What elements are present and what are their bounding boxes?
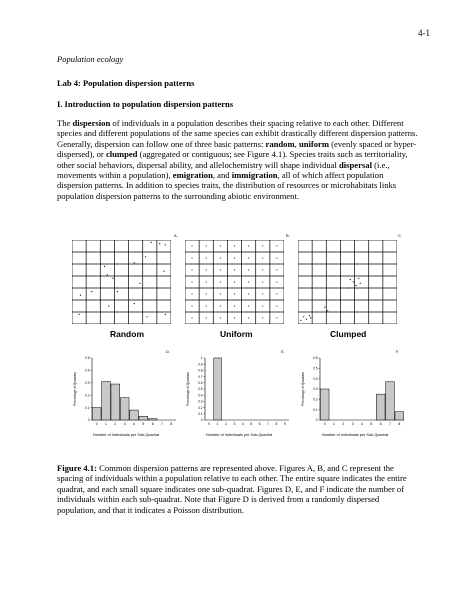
individual-dot <box>108 305 109 306</box>
page-number: 4-1 <box>418 28 430 38</box>
y-tick-label: 0.8 <box>198 368 203 373</box>
x-tick-label: 2 <box>114 422 117 426</box>
individual-dot <box>107 274 108 275</box>
individual-dot <box>248 245 249 246</box>
histogram-bar <box>320 389 329 420</box>
y-tick-label: 0.3 <box>198 399 203 404</box>
x-tick-label: 1 <box>216 422 219 426</box>
y-tick-label: 0.1 <box>85 405 90 410</box>
individual-dot <box>303 316 304 317</box>
section-title: I. Introduction to population dispersion patterns <box>57 99 234 109</box>
histogram-bar <box>139 416 148 420</box>
individual-dot <box>234 281 235 282</box>
individual-dot <box>220 305 221 306</box>
individual-dot <box>192 257 193 258</box>
x-tick-label: 9 <box>283 422 286 426</box>
bold-term: Figure 4.1: <box>57 463 97 473</box>
x-tick-label: 3 <box>123 422 126 426</box>
y-tick-label: 0.7 <box>198 374 203 379</box>
intro-paragraph <box>57 118 419 201</box>
individual-dot <box>220 281 221 282</box>
x-tick-label: 5 <box>250 422 253 426</box>
histogram-bar <box>148 419 157 420</box>
individual-dot <box>192 269 193 270</box>
clumped-grid <box>298 240 397 324</box>
x-tick-label: 8 <box>398 422 401 426</box>
y-tick-label: 0.4 <box>313 376 318 381</box>
y-tick-label: 0.4 <box>198 393 203 398</box>
text-run: Common dispersion patterns are represented above. Figures A, B, and C represent the spacing of individuals within a population relative to each other. The entire square indicates the entire quadrat, and each small square indicates one sub-quadrat. Figures D, E, and F indicate the number of individuals within each sub-quadrat. Note that Figure D is derived from a randomly dispersed population, and that it indicates a Poisson distribution. <box>57 463 407 515</box>
histogram-clumped <box>300 354 410 432</box>
y-axis-label: Percentage of Quadrats <box>301 372 305 406</box>
clumped-label: Clumped <box>330 329 367 339</box>
grid-letter-b: B. <box>286 233 290 238</box>
individual-dot <box>306 319 307 320</box>
histogram-bar <box>111 384 120 420</box>
x-tick-label: 0 <box>323 422 326 426</box>
individual-dot <box>234 317 235 318</box>
individual-dot <box>78 314 79 315</box>
individual-dot <box>192 305 193 306</box>
individual-dot <box>262 317 263 318</box>
individual-dot <box>248 257 249 258</box>
quadrat-svg <box>72 240 171 324</box>
y-tick-label: 0 <box>87 418 90 423</box>
random-label: Random <box>110 329 144 339</box>
grid-letter-c: C. <box>398 233 402 238</box>
histogram-bar <box>214 358 222 420</box>
y-tick-label: 0.9 <box>198 362 203 367</box>
individual-dot <box>262 245 263 246</box>
x-tick-label: 6 <box>151 422 154 426</box>
chart-letter-d: D. <box>166 349 170 354</box>
text-run: (evenly spaced or hyper-dispersed), or <box>57 138 417 160</box>
x-tick-label: 2 <box>342 422 345 426</box>
individual-dot <box>262 293 263 294</box>
individual-dot <box>220 245 221 246</box>
y-tick-label: 0.3 <box>85 381 90 385</box>
individual-dot <box>163 271 164 272</box>
individual-dot <box>192 281 193 282</box>
histogram-bar <box>376 394 385 420</box>
x-tick-label: 0 <box>95 422 98 426</box>
individual-dot <box>358 278 359 279</box>
y-tick-label: 0.1 <box>313 407 318 412</box>
individual-dot <box>234 245 235 246</box>
y-tick-label: 1 <box>200 356 203 361</box>
individual-dot <box>220 293 221 294</box>
individual-dot <box>262 269 263 270</box>
y-tick-label: 0.6 <box>198 381 203 385</box>
text-run: , <box>294 138 299 149</box>
individual-dot <box>234 257 235 258</box>
individual-dot <box>309 315 310 316</box>
individual-dot <box>134 262 135 263</box>
individual-dot <box>192 245 193 246</box>
individual-dot <box>192 293 193 294</box>
individual-dot <box>350 279 351 280</box>
text-run: The <box>57 118 73 128</box>
individual-dot <box>262 257 263 258</box>
x-axis-label-f: Number of Individuals per Sub-Quadrat <box>322 433 389 437</box>
individual-dot <box>104 266 105 267</box>
individual-dot <box>117 291 118 292</box>
x-tick-label: 6 <box>379 422 382 426</box>
y-tick-label: 0.5 <box>85 356 90 361</box>
individual-dot <box>310 317 311 318</box>
individual-dot <box>276 281 277 282</box>
individual-dot <box>248 269 249 270</box>
individual-dot <box>151 242 152 243</box>
individual-dot <box>206 245 207 246</box>
quadrat-svg <box>298 240 397 324</box>
bold-term: emigration <box>172 170 213 181</box>
individual-dot <box>276 245 277 246</box>
individual-dot <box>360 283 361 284</box>
bold-term: random <box>265 138 295 149</box>
individual-dot <box>206 269 207 270</box>
individual-dot <box>206 305 207 306</box>
y-tick-label: 0.3 <box>313 387 318 392</box>
text-run: (i.e., movements within a population), <box>57 159 390 181</box>
quadrat-svg <box>185 240 284 324</box>
figure-caption <box>57 463 419 515</box>
x-tick-label: 7 <box>389 422 391 426</box>
chart-letter-f: F. <box>396 349 400 354</box>
grid-letter-a: A. <box>174 233 178 238</box>
y-tick-label: 0.5 <box>198 387 203 392</box>
x-tick-label: 4 <box>133 422 135 426</box>
individual-dot <box>165 244 166 245</box>
x-tick-label: 3 <box>233 422 236 426</box>
x-tick-label: 5 <box>370 422 373 426</box>
individual-dot <box>165 314 166 315</box>
uniform-grid <box>185 240 284 324</box>
individual-dot <box>234 293 235 294</box>
individual-dot <box>348 287 349 288</box>
individual-dot <box>91 291 92 292</box>
individual-dot <box>248 293 249 294</box>
y-tick-label: 0 <box>315 418 318 423</box>
histogram-bar <box>120 398 129 420</box>
individual-dot <box>220 317 221 318</box>
individual-dot <box>206 293 207 294</box>
x-axis-label-e: Number of Individuals per Sub-Quadrat <box>206 433 273 437</box>
individual-dot <box>248 281 249 282</box>
histogram-bar <box>386 382 395 420</box>
individual-dot <box>206 257 207 258</box>
histogram-bar <box>130 410 139 420</box>
individual-dot <box>234 269 235 270</box>
x-axis-label-d: Number of Individuals per Sub-Quadrat <box>93 433 160 437</box>
individual-dot <box>192 317 193 318</box>
individual-dot <box>159 243 160 244</box>
histogram-bar <box>102 382 111 420</box>
lab-title: Lab 4: Population dispersion patterns <box>57 78 195 88</box>
individual-dot <box>300 320 301 321</box>
individual-dot <box>234 305 235 306</box>
individual-dot <box>276 269 277 270</box>
y-tick-label: 0.2 <box>85 393 90 398</box>
y-tick-label: 0.6 <box>313 356 318 361</box>
histogram-random <box>72 354 182 432</box>
text-run: (aggregated or contiguous; see Figure 4.1). Species traits such as territoriality, other social behaviors, dispersal ability, and allelochemistry will shape individual <box>57 149 408 170</box>
random-grid <box>72 240 171 324</box>
individual-dot <box>276 293 277 294</box>
y-tick-label: 0.5 <box>313 366 318 371</box>
individual-dot <box>324 307 325 308</box>
histogram-uniform <box>185 354 295 432</box>
chart-letter-e: E. <box>281 349 285 354</box>
y-tick-label: 0.2 <box>198 405 203 410</box>
y-axis-label: Percentage of Quadrats <box>73 372 77 406</box>
individual-dot <box>134 303 135 304</box>
y-tick-label: 0 <box>200 418 203 423</box>
x-tick-label: 5 <box>142 422 145 426</box>
x-tick-label: 3 <box>351 422 354 426</box>
y-axis-label: Percentage of Quadrats <box>186 372 190 406</box>
x-tick-label: 8 <box>170 422 173 426</box>
individual-dot <box>262 281 263 282</box>
individual-dot <box>80 295 81 296</box>
text-run: , all of which affect population dispersion patterns. In addition to species traits, the distribution of resources or microhabitats links population dispersion patterns to the surrounding abiotic environment. <box>57 170 397 201</box>
x-tick-label: 4 <box>361 422 363 426</box>
individual-dot <box>248 317 249 318</box>
text-run: of individuals in a population describes their spacing relative to each other. Different species and different populations of the same species can exhibit drastically different dispersion patterns. Generally, dispersion can follow one of three basic patterns: <box>57 118 418 149</box>
x-tick-label: 0 <box>208 422 211 426</box>
individual-dot <box>327 310 328 311</box>
bold-term: dispersal <box>339 159 372 170</box>
text-run: , and <box>212 170 232 181</box>
x-tick-label: 1 <box>105 422 107 426</box>
x-tick-label: 7 <box>267 422 269 426</box>
individual-dot <box>355 285 356 286</box>
individual-dot <box>276 305 277 306</box>
individual-dot <box>139 283 140 284</box>
bold-term: clumped <box>105 149 138 160</box>
y-tick-label: 0.1 <box>198 412 203 416</box>
individual-dot <box>206 281 207 282</box>
x-tick-label: 7 <box>161 422 163 426</box>
bold-term: uniform <box>298 138 330 149</box>
individual-dot <box>146 316 147 317</box>
y-tick-label: 0.2 <box>313 397 318 402</box>
bold-term: immigration <box>231 170 278 181</box>
individual-dot <box>220 257 221 258</box>
y-tick-label: 0.4 <box>85 368 90 373</box>
individual-dot <box>276 257 277 258</box>
x-tick-label: 2 <box>225 422 227 426</box>
individual-dot <box>276 317 277 318</box>
individual-dot <box>248 305 249 306</box>
x-tick-label: 8 <box>275 422 278 426</box>
individual-dot <box>353 281 354 282</box>
individual-dot <box>112 278 113 279</box>
x-tick-label: 4 <box>241 422 244 426</box>
x-tick-label: 6 <box>258 422 261 426</box>
histogram-bar <box>395 412 404 420</box>
individual-dot <box>262 305 263 306</box>
individual-dot <box>206 317 207 318</box>
histogram-bar <box>92 408 101 420</box>
bold-term: dispersion <box>72 118 111 128</box>
x-tick-label: 1 <box>333 422 335 426</box>
uniform-label: Uniform <box>220 329 253 339</box>
course-title: Population ecology <box>57 54 124 64</box>
individual-dot <box>220 269 221 270</box>
individual-dot <box>145 256 146 257</box>
